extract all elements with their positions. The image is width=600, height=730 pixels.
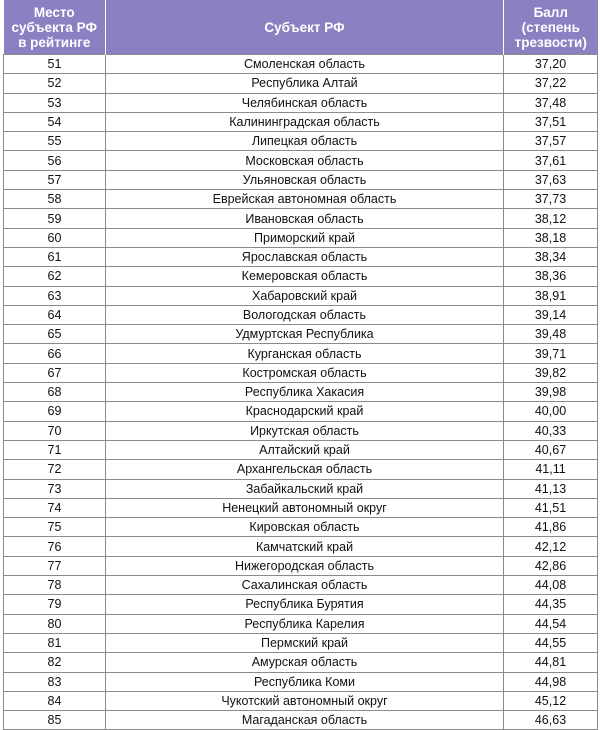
region-cell: Костромская область bbox=[106, 363, 504, 382]
region-cell: Еврейская автономная область bbox=[106, 190, 504, 209]
score-cell: 44,98 bbox=[504, 672, 598, 691]
score-header-line: Балл bbox=[533, 4, 568, 20]
table-row bbox=[4, 344, 598, 363]
score-cell: 44,81 bbox=[504, 653, 598, 672]
score-cell: 37,57 bbox=[504, 132, 598, 151]
region-cell: Чукотский автономный округ bbox=[106, 691, 504, 710]
rank-column-header bbox=[4, 0, 106, 55]
rank-cell: 54 bbox=[4, 112, 106, 131]
table-row bbox=[4, 556, 598, 575]
score-cell: 38,36 bbox=[504, 267, 598, 286]
region-column-header bbox=[106, 0, 504, 55]
table-row bbox=[4, 325, 598, 344]
rank-cell: 55 bbox=[4, 132, 106, 151]
table-row bbox=[4, 209, 598, 228]
table-row bbox=[4, 305, 598, 324]
score-cell: 37,73 bbox=[504, 190, 598, 209]
rank-header-line: в рейтинге bbox=[18, 34, 91, 50]
score-cell: 37,20 bbox=[504, 55, 598, 74]
rank-cell: 75 bbox=[4, 518, 106, 537]
rank-cell: 59 bbox=[4, 209, 106, 228]
table-row bbox=[4, 440, 598, 459]
region-cell: Приморский край bbox=[106, 228, 504, 247]
rank-cell: 83 bbox=[4, 672, 106, 691]
table-row bbox=[4, 383, 598, 402]
region-cell: Хабаровский край bbox=[106, 286, 504, 305]
score-cell: 39,14 bbox=[504, 305, 598, 324]
table-row bbox=[4, 151, 598, 170]
rank-cell: 79 bbox=[4, 595, 106, 614]
score-cell: 41,51 bbox=[504, 498, 598, 517]
score-cell: 40,33 bbox=[504, 421, 598, 440]
table-row bbox=[4, 595, 598, 614]
rank-cell: 65 bbox=[4, 325, 106, 344]
table-row bbox=[4, 633, 598, 652]
table-row bbox=[4, 672, 598, 691]
rank-cell: 80 bbox=[4, 614, 106, 633]
region-cell: Магаданская область bbox=[106, 711, 504, 730]
region-cell: Московская область bbox=[106, 151, 504, 170]
rank-cell: 60 bbox=[4, 228, 106, 247]
rating-table bbox=[3, 0, 598, 730]
table-body bbox=[4, 55, 598, 730]
rank-cell: 53 bbox=[4, 93, 106, 112]
score-cell: 40,67 bbox=[504, 440, 598, 459]
region-cell: Краснодарский край bbox=[106, 402, 504, 421]
region-header-label: Субъект РФ bbox=[264, 19, 345, 35]
region-cell: Камчатский край bbox=[106, 537, 504, 556]
table-row bbox=[4, 286, 598, 305]
region-cell: Калининградская область bbox=[106, 112, 504, 131]
region-cell: Нижегородская область bbox=[106, 556, 504, 575]
region-cell: Липецкая область bbox=[106, 132, 504, 151]
table-row bbox=[4, 190, 598, 209]
rank-cell: 84 bbox=[4, 691, 106, 710]
header-row bbox=[4, 0, 598, 55]
score-cell: 39,82 bbox=[504, 363, 598, 382]
region-cell: Забайкальский край bbox=[106, 479, 504, 498]
table-row bbox=[4, 228, 598, 247]
region-cell: Республика Хакасия bbox=[106, 383, 504, 402]
score-cell: 37,22 bbox=[504, 74, 598, 93]
score-cell: 41,11 bbox=[504, 460, 598, 479]
score-cell: 37,61 bbox=[504, 151, 598, 170]
region-cell: Курганская область bbox=[106, 344, 504, 363]
table-row bbox=[4, 498, 598, 517]
table-row bbox=[4, 267, 598, 286]
score-cell: 44,54 bbox=[504, 614, 598, 633]
rank-cell: 73 bbox=[4, 479, 106, 498]
table-row bbox=[4, 132, 598, 151]
region-cell: Ульяновская область bbox=[106, 170, 504, 189]
rank-header-line: субъекта РФ bbox=[11, 19, 97, 35]
rank-cell: 69 bbox=[4, 402, 106, 421]
region-cell: Амурская область bbox=[106, 653, 504, 672]
score-cell: 39,71 bbox=[504, 344, 598, 363]
region-cell: Пермский край bbox=[106, 633, 504, 652]
rank-cell: 85 bbox=[4, 711, 106, 730]
score-cell: 39,48 bbox=[504, 325, 598, 344]
region-cell: Вологодская область bbox=[106, 305, 504, 324]
table-row bbox=[4, 421, 598, 440]
table-row bbox=[4, 74, 598, 93]
score-cell: 37,51 bbox=[504, 112, 598, 131]
rank-cell: 63 bbox=[4, 286, 106, 305]
region-cell: Архангельская область bbox=[106, 460, 504, 479]
score-cell: 44,08 bbox=[504, 576, 598, 595]
rank-cell: 76 bbox=[4, 537, 106, 556]
rank-cell: 58 bbox=[4, 190, 106, 209]
table-row bbox=[4, 402, 598, 421]
rank-header-line: Место bbox=[33, 4, 75, 20]
rank-cell: 51 bbox=[4, 55, 106, 74]
table-row bbox=[4, 711, 598, 730]
rank-cell: 77 bbox=[4, 556, 106, 575]
rank-cell: 70 bbox=[4, 421, 106, 440]
score-cell: 42,86 bbox=[504, 556, 598, 575]
rank-cell: 71 bbox=[4, 440, 106, 459]
rank-cell: 57 bbox=[4, 170, 106, 189]
table-row bbox=[4, 653, 598, 672]
region-cell: Смоленская область bbox=[106, 55, 504, 74]
region-cell: Ненецкий автономный округ bbox=[106, 498, 504, 517]
score-cell: 42,12 bbox=[504, 537, 598, 556]
score-cell: 38,34 bbox=[504, 247, 598, 266]
score-cell: 44,55 bbox=[504, 633, 598, 652]
rank-cell: 67 bbox=[4, 363, 106, 382]
table-row bbox=[4, 576, 598, 595]
score-cell: 38,91 bbox=[504, 286, 598, 305]
score-cell: 44,35 bbox=[504, 595, 598, 614]
region-cell: Сахалинская область bbox=[106, 576, 504, 595]
table-header bbox=[4, 0, 598, 55]
score-cell: 41,86 bbox=[504, 518, 598, 537]
region-cell: Республика Карелия bbox=[106, 614, 504, 633]
rank-cell: 64 bbox=[4, 305, 106, 324]
table-row bbox=[4, 518, 598, 537]
score-cell: 37,48 bbox=[504, 93, 598, 112]
rank-cell: 72 bbox=[4, 460, 106, 479]
score-header-line: трезвости) bbox=[514, 34, 587, 50]
region-cell: Республика Алтай bbox=[106, 74, 504, 93]
table-row bbox=[4, 247, 598, 266]
rank-cell: 74 bbox=[4, 498, 106, 517]
table-row bbox=[4, 170, 598, 189]
rank-cell: 56 bbox=[4, 151, 106, 170]
region-cell: Республика Бурятия bbox=[106, 595, 504, 614]
region-cell: Кировская область bbox=[106, 518, 504, 537]
table-row bbox=[4, 614, 598, 633]
score-header-line: (степень bbox=[521, 19, 580, 35]
score-cell: 38,12 bbox=[504, 209, 598, 228]
table-row bbox=[4, 112, 598, 131]
score-column-header bbox=[504, 0, 598, 55]
table-row bbox=[4, 363, 598, 382]
rank-cell: 61 bbox=[4, 247, 106, 266]
score-cell: 37,63 bbox=[504, 170, 598, 189]
table-row bbox=[4, 55, 598, 74]
rank-cell: 81 bbox=[4, 633, 106, 652]
score-cell: 45,12 bbox=[504, 691, 598, 710]
region-cell: Алтайский край bbox=[106, 440, 504, 459]
score-cell: 46,63 bbox=[504, 711, 598, 730]
rank-cell: 78 bbox=[4, 576, 106, 595]
table-row bbox=[4, 537, 598, 556]
rank-cell: 82 bbox=[4, 653, 106, 672]
score-cell: 40,00 bbox=[504, 402, 598, 421]
rank-cell: 62 bbox=[4, 267, 106, 286]
table-row bbox=[4, 479, 598, 498]
rank-cell: 52 bbox=[4, 74, 106, 93]
score-cell: 38,18 bbox=[504, 228, 598, 247]
region-cell: Удмуртская Республика bbox=[106, 325, 504, 344]
region-cell: Ивановская область bbox=[106, 209, 504, 228]
region-cell: Челябинская область bbox=[106, 93, 504, 112]
region-cell: Ярославская область bbox=[106, 247, 504, 266]
table-row bbox=[4, 460, 598, 479]
region-cell: Республика Коми bbox=[106, 672, 504, 691]
rank-cell: 68 bbox=[4, 383, 106, 402]
table-row bbox=[4, 93, 598, 112]
region-cell: Иркутская область bbox=[106, 421, 504, 440]
table-row bbox=[4, 691, 598, 710]
score-cell: 41,13 bbox=[504, 479, 598, 498]
score-cell: 39,98 bbox=[504, 383, 598, 402]
region-cell: Кемеровская область bbox=[106, 267, 504, 286]
rank-cell: 66 bbox=[4, 344, 106, 363]
